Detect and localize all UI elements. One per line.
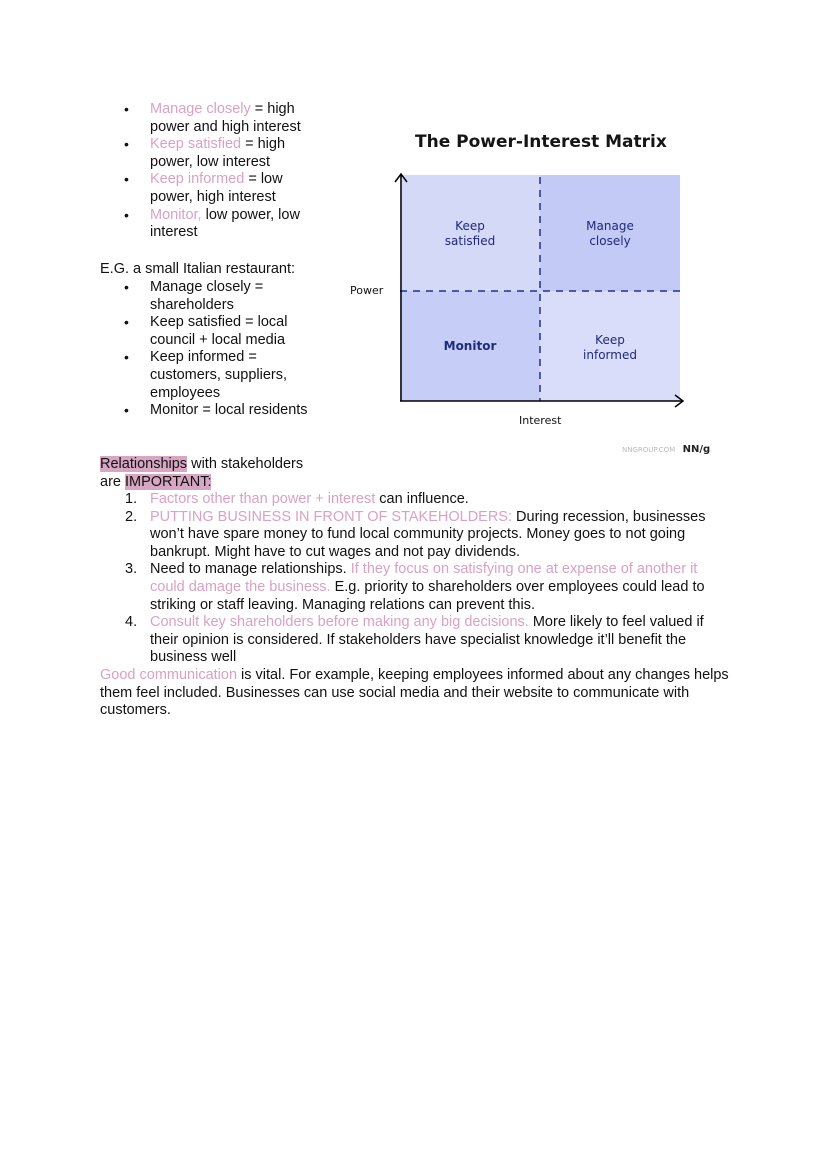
relationships-heading: Relationships with stakeholders are IMPORTANT: xyxy=(100,456,304,490)
list-item: • Keep satisfied = local council + local media xyxy=(100,314,310,349)
matrix-source xyxy=(622,439,710,457)
list-item: 1. Factors other than power + interest can influence. xyxy=(125,491,469,507)
list-item: • Keep informed = low power, high interest xyxy=(100,171,325,206)
list-item: 2. PUTTING BUSINESS IN FRONT OF STAKEHOLDERS: During recession, businesses won’t have spare money to fund local community projects. Money goes to not going bankrupt. Might have to cut wages and not pay dividends. xyxy=(125,508,706,560)
y-axis-label: Power xyxy=(350,284,384,297)
list-item: • Monitor, low power, low interest xyxy=(100,207,325,242)
source-text: NNGROUP.COM xyxy=(622,446,676,454)
nng-logo: NN/g xyxy=(682,444,711,455)
list-item: 4. Consult key shareholders before making any big decisions. More likely to feel valued if their opinion is considered. If stakeholders have specialist knowledge it’ll benefit the business well xyxy=(125,614,704,666)
quadrant-label-keep-satisfied: Keep satisfied xyxy=(444,219,496,248)
relationships-highlight: Relationships xyxy=(100,456,188,472)
example-list xyxy=(100,279,310,420)
example-heading: E.G. a small Italian restaurant: xyxy=(100,261,296,277)
quadrant-label-manage-closely: Manage closely xyxy=(586,219,634,248)
list-item: 3. Need to manage relationships. If they focus on satisfying one at expense of another it could damage the business. E.g. priority to shareholders over employees could lead to striking or staff leaving. Managing relations can prevent this. xyxy=(125,561,705,613)
definitions-list xyxy=(100,101,325,242)
list-item: • Monitor = local residents xyxy=(100,402,310,420)
list-item: • Keep satisfied = high power, low interest xyxy=(100,136,325,171)
communication-paragraph: Good communication is vital. For example, keeping employees informed about any changes helps them feel included. Businesses can use social media and their website to communicate with customers. xyxy=(100,667,729,719)
quadrant-label-monitor: Monitor xyxy=(443,339,497,353)
quadrant-label-keep-informed: Keep informed xyxy=(583,333,637,362)
list-item: • Manage closely = high power and high interest xyxy=(100,101,325,136)
important-highlight: IMPORTANT: xyxy=(125,473,212,490)
power-interest-matrix xyxy=(340,165,700,455)
relationships-points xyxy=(100,491,732,667)
list-item: • Manage closely = shareholders xyxy=(100,279,310,314)
x-axis-label: Interest xyxy=(519,414,562,427)
list-item: • Keep informed = customers, suppliers, employees xyxy=(100,349,310,402)
matrix-title: The Power-Interest Matrix xyxy=(415,132,667,152)
